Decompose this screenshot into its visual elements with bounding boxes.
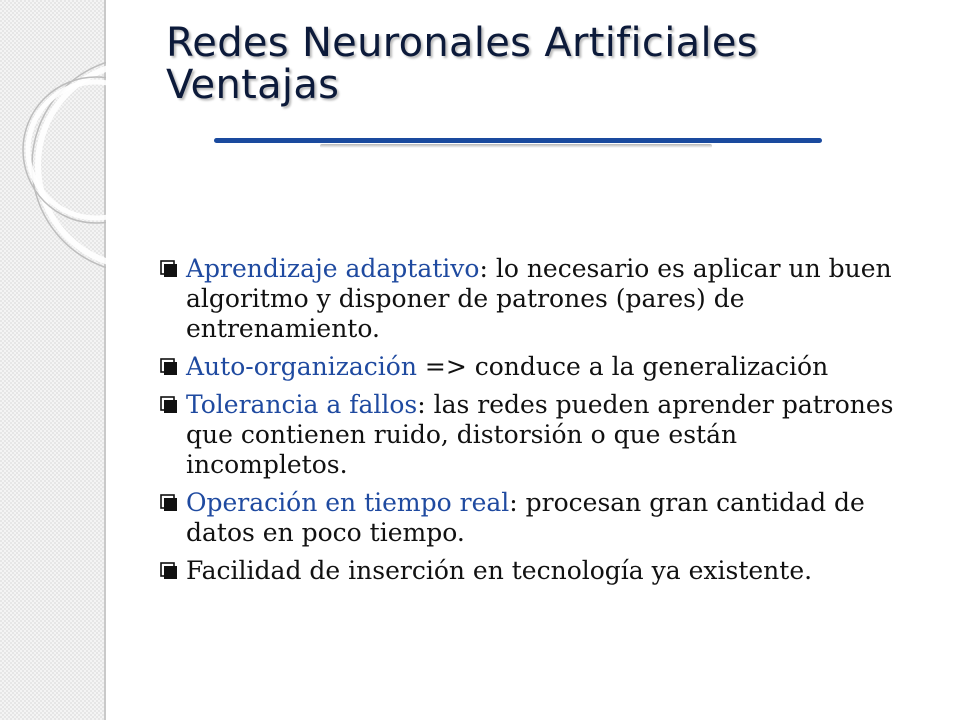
bullet-text: : las redes pueden aprender patrones que contienen ruido, distorsión o que están incompletos. xyxy=(186,390,894,479)
list-item xyxy=(160,352,900,382)
list-item xyxy=(160,390,900,480)
checkbox-bullet-icon xyxy=(160,358,178,376)
list-item xyxy=(160,254,900,344)
checkbox-bullet-icon xyxy=(160,396,178,414)
slide-title xyxy=(166,22,926,106)
list-item xyxy=(160,488,900,548)
list-item xyxy=(160,556,900,586)
bullet-term: Aprendizaje adaptativo xyxy=(186,254,480,283)
bullet-list xyxy=(160,254,900,594)
bullet-term: Operación en tiempo real xyxy=(186,488,510,517)
checkbox-bullet-icon xyxy=(160,562,178,580)
title-underline-shadow xyxy=(320,144,712,148)
decorative-sidebar xyxy=(0,0,106,720)
bullet-term: Auto-organización xyxy=(186,352,417,381)
bullet-text: Facilidad de inserción en tecnología ya existente. xyxy=(186,556,813,585)
checkbox-bullet-icon xyxy=(160,260,178,278)
bullet-text: : lo necesario es aplicar un buen algoritmo y disponer de patrones (pares) de entrenamiento. xyxy=(186,254,892,343)
title-underline xyxy=(214,138,822,143)
checkbox-bullet-icon xyxy=(160,494,178,512)
bullet-term: Tolerancia a fallos xyxy=(186,390,418,419)
title-line-2: Ventajas xyxy=(166,62,340,108)
decorative-circles xyxy=(0,0,106,720)
title-line-1: Redes Neuronales Artificiales xyxy=(166,20,758,66)
bullet-text: => conduce a la generalización xyxy=(416,352,829,381)
bullet-text: : procesan gran cantidad de datos en poco tiempo. xyxy=(186,488,865,547)
